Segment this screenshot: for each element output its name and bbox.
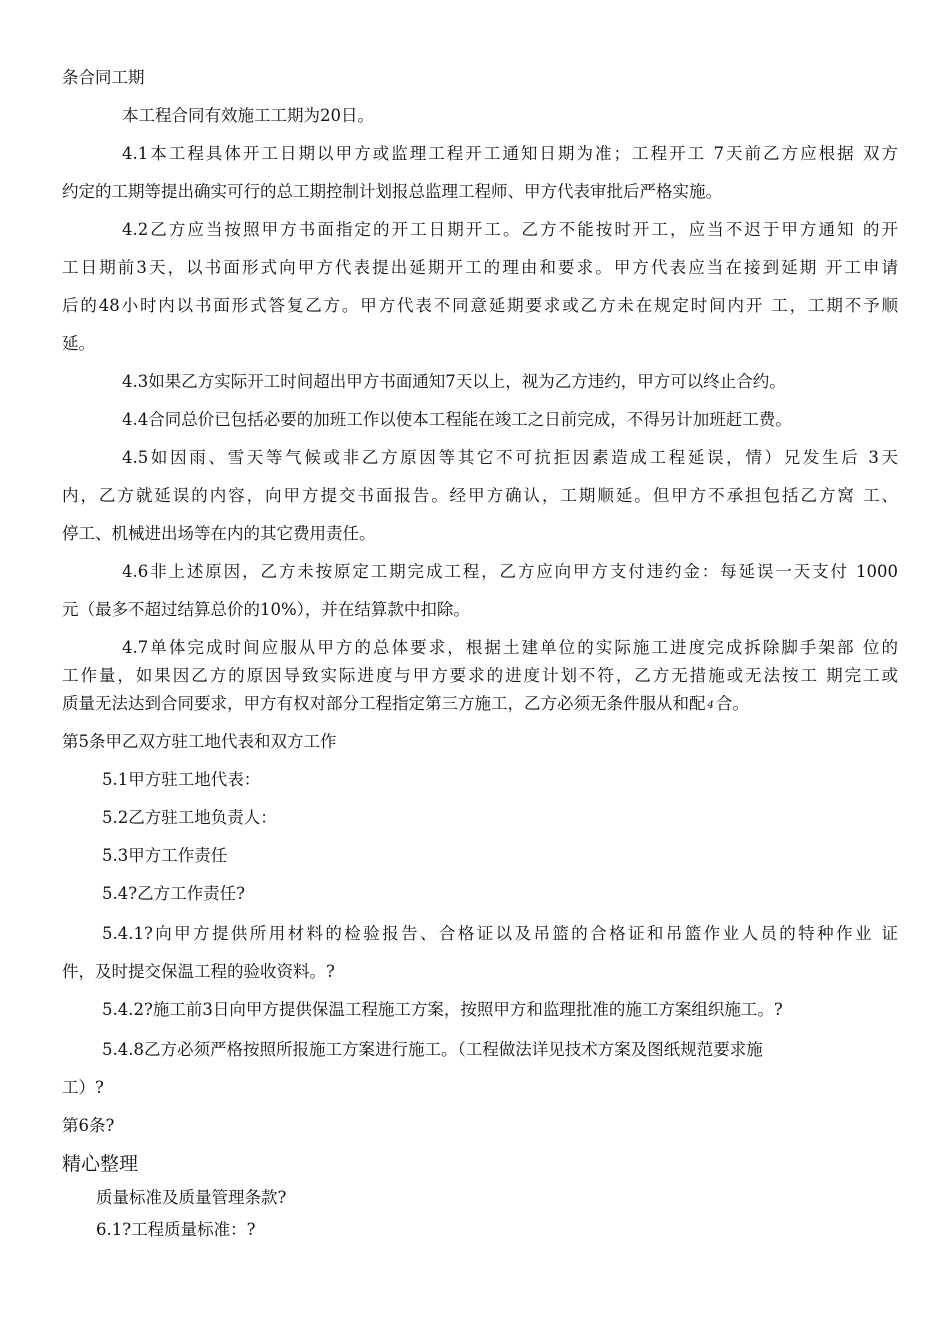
clause-line: 工）? [62, 1078, 104, 1097]
clause-line: 5.4.2?施工前3日向甲方提供保温工程施工方案，按照甲方和监理批准的施工方案组织施工。? [102, 1000, 783, 1019]
clause-line: 5.4.1?向甲方提供所用材料的检验报告、合格证以及吊篮的合格证和吊篮作业人员的特种作业 证 [102, 924, 898, 943]
paragraph-line: 4.7单体完成时间应服从甲方的总体要求，根据土建单位的实际施工进度完成拆除脚手架部 位的 [122, 638, 898, 657]
clause-line: 5.1甲方驻工地代表： [102, 770, 261, 789]
paragraph-line: 内，乙方就延误的内容，向甲方提交书面报告。经甲方确认，工期顺延。但甲方不承担包括乙方窝 工、 [62, 486, 898, 505]
paragraph-line: 4.2乙方应当按照甲方书面指定的开工日期开工。乙方不能按时开工，应当不迟于甲方通知 的开 [122, 220, 898, 239]
section-heading-article-5: 第5条甲乙双方驻工地代表和双方工作 [62, 732, 337, 751]
paragraph-line: 4.3如果乙方实际开工时间超出甲方书面通知7天以上，视为乙方违约，甲方可以终止合约。 [122, 372, 786, 391]
paragraph-line: 工日期前3天，以书面形式向甲方代表提出延期开工的理由和要求。甲方代表应当在接到延期 开工申请 [62, 258, 898, 277]
paragraph-line: 停工、机械进出场等在内的其它费用责任。 [62, 524, 376, 543]
paragraph-line: 延。 [62, 334, 95, 353]
paragraph-line: 4.6非上述原因，乙方未按原定工期完成工程，乙方应向甲方支付违约金：每延误一天支付 1000 [122, 562, 898, 581]
paragraph-line: 4.1本工程具体开工日期以甲方或监理工程开工通知日期为准；工程开工 7天前乙方应根据 双方 [122, 144, 898, 163]
paragraph-line: 本工程合同有效施工工期为20日。 [122, 106, 374, 125]
section-heading-article-6: 第6条? [62, 1116, 115, 1135]
clause-line: 件，及时提交保温工程的验收资料。? [62, 962, 335, 981]
paragraph-line: 4.4合同总价已包括必要的加班工作以使本工程能在竣工之日前完成，不得另计加班赶工费。 [122, 410, 792, 429]
paragraph-line [62, 693, 749, 717]
clause-line: 5.4?乙方工作责任? [102, 884, 245, 903]
paragraph-line: 工作量，如果因乙方的原因导致实际进度与甲方要求的进度计划不符，乙方无措施或无法按工 期完工或 [62, 666, 898, 685]
line-text: 质量无法达到合同要求，甲方有权对部分工程指定第三方施工，乙方必须无条件服从和配 [62, 694, 706, 713]
section-heading-contract-period: 条合同工期 [62, 68, 145, 87]
clause-line: 5.3甲方工作责任 [102, 846, 228, 865]
clause-line: 质量标准及质量管理条款? [96, 1188, 287, 1207]
clause-line: 6.1?工程质量标准：? [96, 1220, 256, 1239]
stray-mark: 4 [707, 700, 714, 711]
paragraph-line: 4.5如因雨、雪天等气候或非乙方原因等其它不可抗拒因素造成工程延误，情）兄发生后 3天 [122, 448, 898, 467]
paragraph-line: 约定的工期等提出确实可行的总工期控制计划报总监理工程师、甲方代表审批后严格实施。 [62, 182, 722, 201]
clause-line: 5.4.8乙方必须严格按照所报施工方案进行施工。（工程做法详见技术方案及图纸规范要求施 [102, 1040, 763, 1059]
watermark-text: 精心整理 [62, 1153, 139, 1175]
line-text: 合。 [715, 694, 749, 713]
clause-line: 5.2乙方驻工地负责人： [102, 808, 277, 827]
paragraph-line: 元（最多不超过结算总价的10%），并在结算款中扣除。 [62, 600, 470, 619]
paragraph-line: 后的48小时内以书面形式答复乙方。甲方代表不同意延期要求或乙方未在规定时间内开 工，工期不予顺 [62, 296, 898, 315]
